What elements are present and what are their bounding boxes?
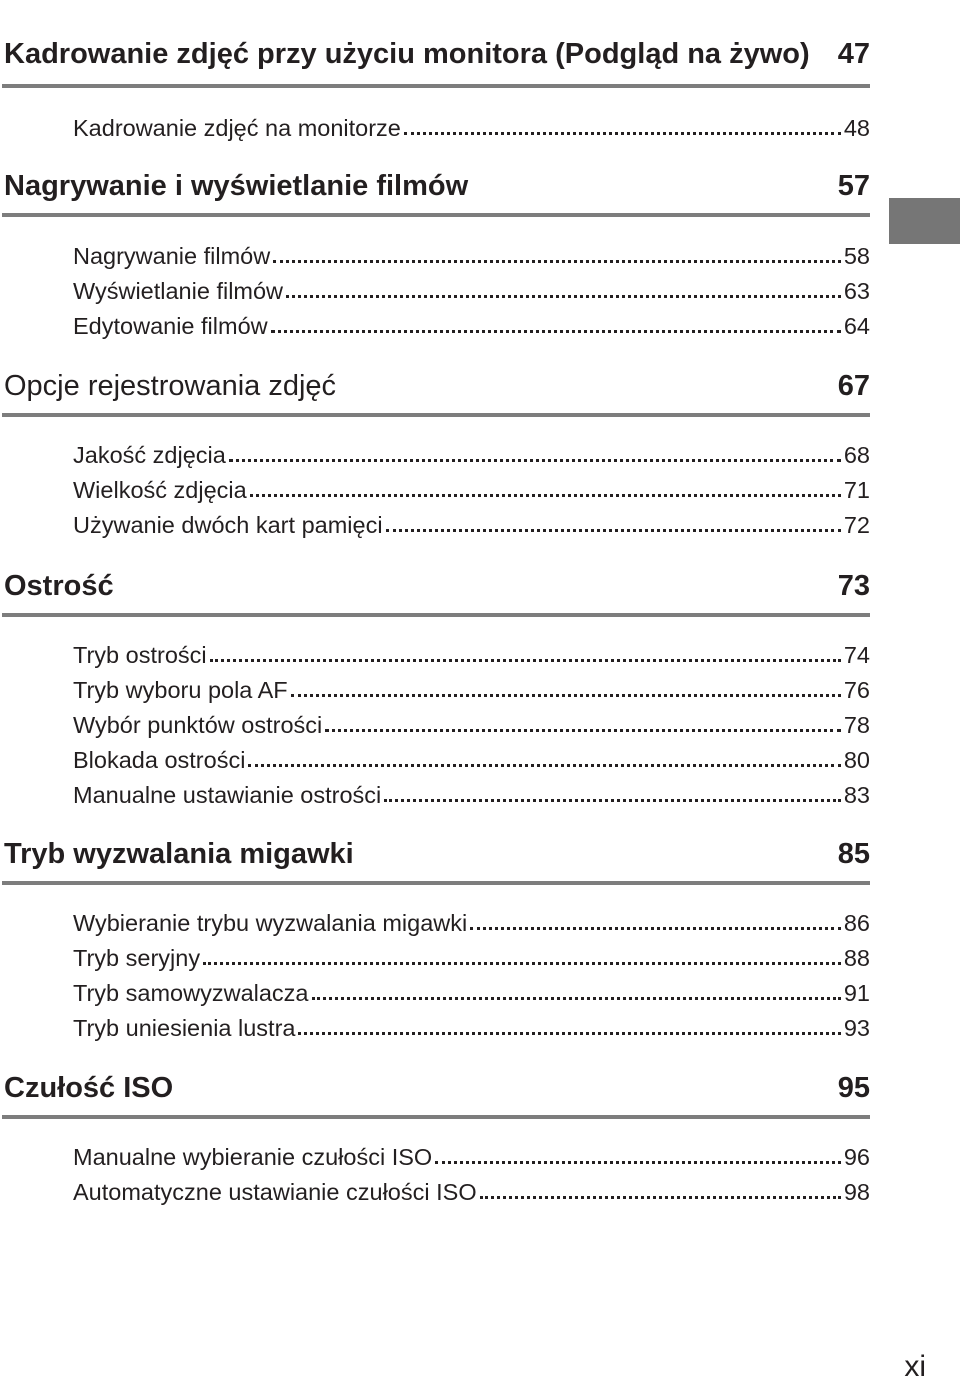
entry-label[interactable]: Jakość zdjęcia (73, 442, 226, 468)
toc-section (0, 0, 870, 86)
entry-label[interactable]: Wielkość zdjęcia (73, 477, 247, 503)
entry-label[interactable]: Używanie dwóch kart pamięci (73, 512, 383, 538)
entry-page-number: 71 (843, 477, 870, 503)
entry-label[interactable]: Manualne wybieranie czułości ISO (73, 1144, 433, 1170)
toc-section (0, 1062, 870, 1118)
dot-leader (210, 659, 841, 662)
entry-page-number: 64 (843, 313, 870, 339)
entry-label[interactable]: Tryb wyboru pola AF (73, 677, 288, 703)
chapter-thumb-tab (889, 198, 960, 244)
section-title[interactable]: Nagrywanie i wyświetlanie filmów (4, 170, 469, 202)
section-divider (2, 213, 870, 217)
entry-page-number: 88 (843, 945, 870, 971)
entry-label[interactable]: Kadrowanie zdjęć na monitorze (73, 115, 401, 141)
dot-leader (480, 1196, 841, 1199)
toc-entry[interactable] (73, 671, 870, 705)
entry-label[interactable]: Tryb samowyzwalacza (73, 980, 309, 1006)
entry-label[interactable]: Nagrywanie filmów (73, 243, 271, 269)
section-page-number: 73 (837, 570, 870, 602)
section-divider (2, 84, 870, 88)
toc-entry[interactable] (73, 471, 870, 505)
entry-label[interactable]: Manualne ustawianie ostrości (73, 782, 382, 808)
entry-label[interactable]: Tryb seryjny (73, 945, 201, 971)
toc-section (0, 560, 870, 616)
dot-leader (435, 1161, 841, 1164)
dot-leader (404, 132, 841, 135)
section-page-number: 85 (837, 838, 870, 870)
entry-page-number: 76 (843, 677, 870, 703)
entry-page-number: 83 (843, 782, 870, 808)
toc-entry[interactable] (73, 636, 870, 670)
toc-entry[interactable] (73, 776, 870, 810)
section-divider (2, 413, 870, 417)
toc-entry[interactable] (73, 939, 870, 973)
dot-leader (386, 529, 841, 532)
entry-label[interactable]: Tryb uniesienia lustra (73, 1015, 296, 1041)
dot-leader (325, 729, 841, 732)
entry-label[interactable]: Edytowanie filmów (73, 313, 268, 339)
toc-entry[interactable] (73, 506, 870, 540)
toc-entry[interactable] (73, 904, 870, 938)
entry-page-number: 63 (843, 278, 870, 304)
dot-leader (470, 927, 841, 930)
toc-entry[interactable] (73, 1173, 870, 1207)
toc-entry[interactable] (73, 741, 870, 775)
section-heading (4, 168, 870, 204)
section-heading (4, 1070, 870, 1106)
toc-entry[interactable] (73, 1138, 870, 1172)
toc-entry[interactable] (73, 1009, 870, 1043)
entry-label[interactable]: Blokada ostrości (73, 747, 246, 773)
toc-entry[interactable] (73, 237, 870, 271)
dot-leader (271, 330, 841, 333)
toc-entry[interactable] (73, 436, 870, 470)
section-page-number: 47 (837, 38, 870, 70)
entry-page-number: 98 (843, 1179, 870, 1205)
section-heading (4, 368, 870, 404)
dot-leader (229, 459, 841, 462)
toc-section (0, 360, 870, 416)
toc-entry[interactable] (73, 307, 870, 341)
dot-leader (248, 764, 840, 767)
entry-page-number: 86 (843, 910, 870, 936)
section-page-number: 67 (837, 370, 870, 402)
entry-label[interactable]: Wybieranie trybu wyzwalania migawki (73, 910, 468, 936)
entry-label[interactable]: Wyświetlanie filmów (73, 278, 284, 304)
entry-label[interactable]: Wybór punktów ostrości (73, 712, 323, 738)
section-title[interactable]: Opcje rejestrowania zdjęć (4, 370, 337, 402)
toc-section (0, 160, 870, 216)
section-page-number: 95 (837, 1072, 870, 1104)
dot-leader (291, 694, 841, 697)
section-divider (2, 613, 870, 617)
section-divider (2, 1115, 870, 1119)
toc-entry[interactable] (73, 272, 870, 306)
entry-page-number: 93 (843, 1015, 870, 1041)
toc-entry[interactable] (73, 974, 870, 1008)
dot-leader (312, 997, 841, 1000)
entry-page-number: 80 (843, 747, 870, 773)
entry-label[interactable]: Tryb ostrości (73, 642, 207, 668)
dot-leader (286, 295, 841, 298)
dot-leader (203, 962, 841, 965)
entry-page-number: 72 (843, 512, 870, 538)
section-heading (4, 836, 870, 872)
section-title[interactable]: Czułość ISO (4, 1072, 174, 1104)
entry-page-number: 96 (843, 1144, 870, 1170)
dot-leader (384, 799, 841, 802)
section-page-number: 57 (837, 170, 870, 202)
dot-leader (273, 260, 841, 263)
page-number: xi (904, 1350, 926, 1383)
section-heading (4, 568, 870, 604)
entry-page-number: 91 (843, 980, 870, 1006)
section-heading (4, 36, 870, 72)
section-title[interactable]: Ostrość (4, 570, 114, 602)
entry-label[interactable]: Automatyczne ustawianie czułości ISO (73, 1179, 477, 1205)
entry-page-number: 58 (843, 243, 870, 269)
toc-entry[interactable] (73, 109, 870, 143)
entry-page-number: 74 (843, 642, 870, 668)
dot-leader (298, 1032, 840, 1035)
section-title[interactable]: Kadrowanie zdjęć przy użyciu monitora (Podgląd na żywo) (4, 38, 810, 70)
section-divider (2, 881, 870, 885)
entry-page-number: 68 (843, 442, 870, 468)
entry-page-number: 48 (843, 115, 870, 141)
entry-page-number: 78 (843, 712, 870, 738)
dot-leader (250, 494, 841, 497)
section-title[interactable]: Tryb wyzwalania migawki (4, 838, 354, 870)
toc-section (0, 828, 870, 884)
toc-entry[interactable] (73, 706, 870, 740)
